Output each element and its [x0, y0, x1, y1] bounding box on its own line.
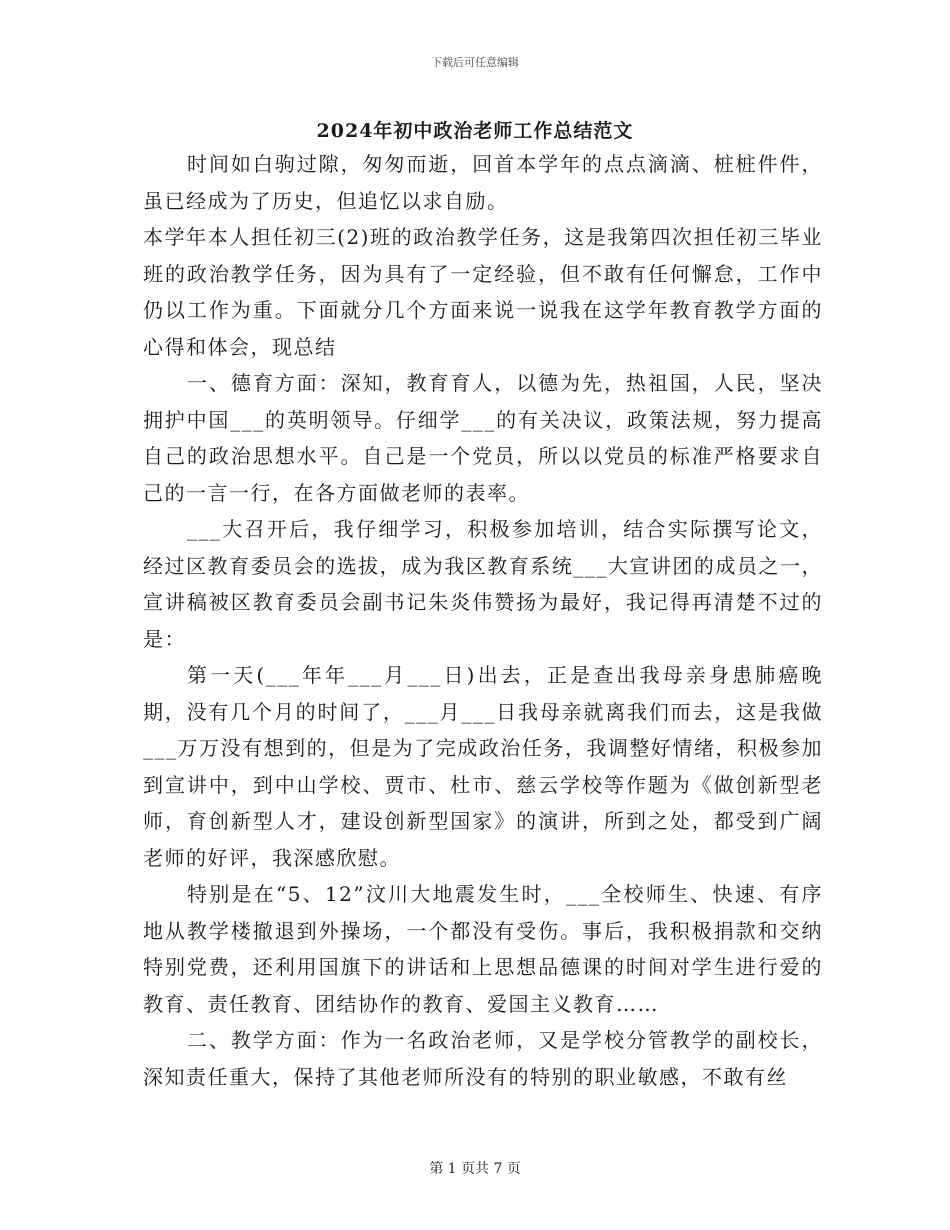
- page-number-footer: 第 1 页共 7 页: [429, 1161, 521, 1177]
- paragraph-6: 特别是在“5、12”汶川大地震发生时，___全校师生、快速、有序地从教学楼撤退到外操场，一个都没有受伤。事后，我积极捐款和交纳特别党费，还利用国旗下的讲话和上思想品德课的时间对学生进行爱的教育、责任教育、团结协作的教育、爱国主义教育……: [143, 882, 823, 1016]
- paragraph-7: 二、教学方面：作为一名政治老师，又是学校分管教学的副校长，深知责任重大，保持了其他老师所没有的特别的职业敏感，不敢有丝: [143, 1028, 823, 1089]
- paragraph-1: 时间如白驹过隙，匆匆而逝，回首本学年的点点滴滴、桩桩件件，虽已经成为了历史，但追忆以求自励。: [143, 152, 823, 213]
- paragraph-4: ___大召开后，我仔细学习，积极参加培训，结合实际撰写论文，经过区教育委员会的选拔，成为我区教育系统___大宣讲团的成员之一，宣讲稿被区教育委员会副书记朱炎伟赞扬为最好，我记得再清楚不过的是：: [143, 517, 823, 651]
- document-body: [143, 146, 823, 1095]
- document-title: 2024年初中政治老师工作总结范文: [316, 120, 634, 142]
- paragraph-3: 一、德育方面：深知，教育育人，以德为先，热祖国，人民，坚决拥护中国___的英明领导。仔细学___的有关决议，政策法规，努力提高自己的政治思想水平。自己是一个党员，所以以党员的标准严格要求自己的一言一行，在各方面做老师的表率。: [143, 371, 823, 505]
- paragraph-2: 本学年本人担任初三(2)班的政治教学任务，这是我第四次担任初三毕业班的政治教学任务，因为具有了一定经验，但不敢有任何懈怠，工作中仍以工作为重。下面就分几个方面来说一说我在这学年教育教学方面的心得和体会，现总结: [143, 225, 823, 359]
- paragraph-5: 第一天(___年年___月___日)出去，正是查出我母亲身患肺癌晚期，没有几个月的时间了，___月___日我母亲就离我们而去，这是我做___万万没有想到的，但是为了完成政治任务，我调整好情绪，积极参加到宣讲中，到中山学校、贾市、杜市、慈云学校等作题为《做创新型老师，育创新型人才，建设创新型国家》的演讲，所到之处，都受到广阔老师的好评，我深感欣慰。: [143, 663, 823, 870]
- header-note: 下载后可任意编辑: [431, 56, 519, 69]
